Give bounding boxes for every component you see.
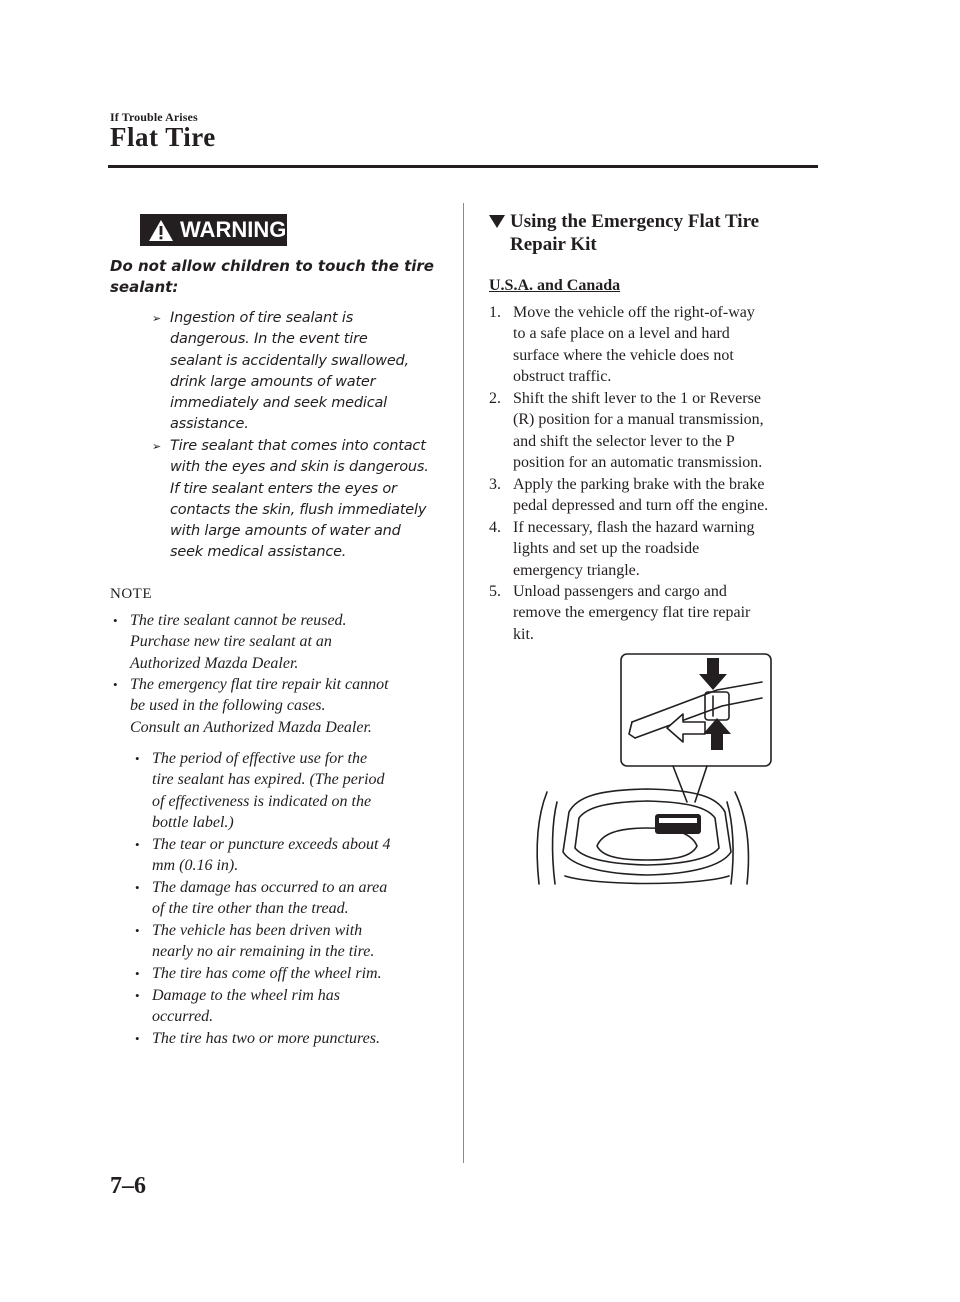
- arrow-bullet-icon: ➢: [152, 312, 162, 325]
- text-line: sealant is accidentally swallowed,: [170, 352, 409, 369]
- text-line: tire sealant has expired. (The period: [152, 771, 385, 789]
- step-number: 2.: [489, 390, 501, 407]
- text-line: Consult an Authorized Mazda Dealer.: [130, 718, 372, 736]
- text-line: kit.: [513, 625, 534, 643]
- text-line: The vehicle has been driven with: [152, 922, 363, 939]
- text-line: If tire sealant enters the eyes or: [170, 480, 397, 497]
- dot-bullet-icon: •: [135, 966, 140, 981]
- region-heading: U.S.A. and Canada: [489, 277, 621, 294]
- warning-lead-line: Do not allow children to touch the tire: [110, 257, 434, 275]
- text-line: The damage has occurred to an area: [152, 879, 388, 896]
- warning-lead: [110, 256, 450, 298]
- text-line: assistance.: [170, 416, 249, 433]
- text-line: to a safe place on a level and hard: [513, 325, 730, 343]
- dot-bullet-icon: •: [113, 677, 118, 692]
- case-item: [135, 920, 452, 963]
- section-label: If Trouble Arises: [110, 110, 198, 124]
- note-item: [113, 674, 450, 738]
- step-number: 4.: [489, 519, 501, 536]
- text-line: position for an automatic transmission.: [513, 453, 763, 471]
- dot-bullet-icon: •: [135, 1031, 140, 1046]
- page-title: Flat Tire: [110, 122, 216, 152]
- warning-badge: [140, 214, 287, 246]
- step-item: [489, 302, 833, 387]
- text-line: and shift the selector lever to the P: [513, 432, 735, 450]
- text-line: bottle label.): [152, 813, 234, 831]
- text-line: The period of effective use for the: [152, 750, 368, 767]
- text-line: The tear or puncture exceeds about 4: [152, 836, 391, 853]
- warning-item: [152, 436, 442, 564]
- text-line: with the eyes and skin is dangerous.: [170, 459, 429, 476]
- text-line: lights and set up the roadside: [513, 540, 700, 558]
- text-line: emergency triangle.: [513, 561, 640, 579]
- sub-section-title: [510, 210, 810, 256]
- warning-label: WARNING: [180, 217, 287, 242]
- dot-bullet-icon: •: [135, 837, 140, 852]
- text-line: Move the vehicle off the right-of-way: [513, 304, 755, 321]
- text-line: The tire sealant cannot be reused.: [130, 612, 347, 629]
- note-heading: NOTE: [110, 586, 152, 602]
- note-item: [113, 610, 450, 674]
- text-line: dangerous. In the event tire: [170, 331, 368, 348]
- text-line: (R) position for a manual transmission,: [513, 411, 764, 429]
- warning-icon: [148, 219, 174, 242]
- text-line: The tire has two or more punctures.: [152, 1030, 380, 1047]
- section-triangle-icon: [489, 214, 505, 229]
- text-line: seek medical assistance.: [170, 544, 347, 561]
- step-item: [489, 517, 833, 581]
- warning-item: [152, 308, 442, 436]
- text-line: pedal depressed and turn off the engine.: [513, 497, 769, 515]
- step-item: [489, 581, 833, 645]
- text-line: of effectiveness is indicated on the: [152, 792, 372, 810]
- text-line: Shift the shift lever to the 1 or Reverse: [513, 390, 761, 407]
- case-item: [135, 1028, 452, 1049]
- text-line: nearly no air remaining in the tire.: [152, 943, 375, 961]
- trunk-kit-illustration: [517, 652, 777, 892]
- text-line: Purchase new tire sealant at an: [130, 633, 332, 651]
- title-line: Repair Kit: [510, 234, 597, 255]
- text-line: Unload passengers and cargo and: [513, 583, 727, 600]
- arrow-bullet-icon: ➢: [152, 440, 162, 453]
- text-line: If necessary, flash the hazard warning: [513, 519, 755, 536]
- text-line: The emergency flat tire repair kit cannot: [130, 676, 389, 693]
- text-line: obstruct traffic.: [513, 367, 612, 385]
- text-line: with large amounts of water and: [170, 523, 401, 540]
- step-item: [489, 388, 833, 473]
- dot-bullet-icon: •: [135, 988, 140, 1003]
- warning-lead-line: sealant:: [110, 278, 179, 296]
- header-rule: [108, 165, 818, 168]
- step-item: [489, 474, 833, 517]
- text-line: Tire sealant that comes into contact: [170, 438, 426, 454]
- column-divider: [463, 203, 464, 1163]
- text-line: of the tire other than the tread.: [152, 900, 349, 918]
- text-line: Ingestion of tire sealant is: [170, 310, 354, 326]
- text-line: Damage to the wheel rim has: [152, 987, 340, 1004]
- title-line: Using the Emergency Flat Tire: [510, 211, 760, 232]
- dot-bullet-icon: •: [135, 880, 140, 895]
- text-line: Authorized Mazda Dealer.: [130, 654, 299, 672]
- step-number: 1.: [489, 304, 501, 321]
- case-item: [135, 748, 452, 833]
- dot-bullet-icon: •: [113, 613, 118, 628]
- dot-bullet-icon: •: [135, 923, 140, 938]
- dot-bullet-icon: •: [135, 751, 140, 766]
- text-line: occurred.: [152, 1008, 214, 1026]
- text-line: drink large amounts of water: [170, 373, 376, 390]
- case-item: [135, 877, 452, 920]
- text-line: Apply the parking brake with the brake: [513, 476, 765, 493]
- text-line: be used in the following cases.: [130, 697, 326, 715]
- step-number: 3.: [489, 476, 501, 493]
- text-line: surface where the vehicle does not: [513, 346, 734, 364]
- text-line: contacts the skin, flush immediately: [170, 501, 427, 518]
- text-line: remove the emergency flat tire repair: [513, 604, 751, 622]
- text-line: mm (0.16 in).: [152, 857, 239, 875]
- case-item: [135, 963, 452, 984]
- text-line: immediately and seek medical: [170, 395, 387, 412]
- case-item: [135, 985, 452, 1028]
- case-item: [135, 834, 452, 877]
- page-number: 7–6: [110, 1173, 146, 1199]
- text-line: The tire has come off the wheel rim.: [152, 965, 382, 982]
- step-number: 5.: [489, 583, 501, 600]
